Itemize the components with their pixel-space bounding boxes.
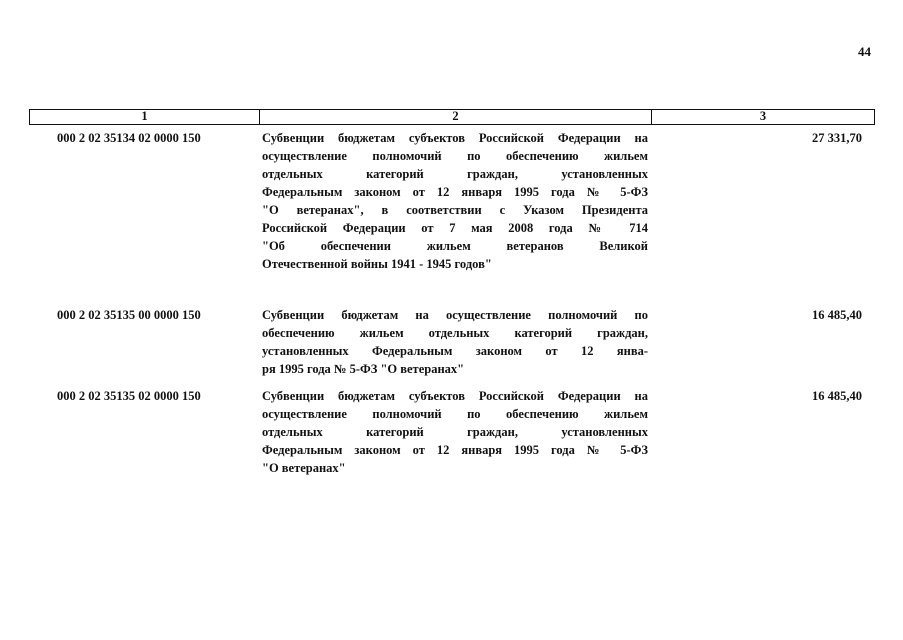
amount-value: 16 485,40 xyxy=(812,389,862,403)
description-line: "О ветеранах", в соответствии с Указом Президента xyxy=(262,203,648,217)
description-line: осуществление полномочий по обеспечению жильем xyxy=(262,149,648,163)
description-line: отдельных категорий граждан, установленных xyxy=(262,425,648,439)
description-line: Федеральным законом от 12 января 1995 года № 5-ФЗ xyxy=(262,443,648,457)
description-line: Федеральным законом от 12 января 1995 года № 5-ФЗ xyxy=(262,185,648,199)
description-line: осуществление полномочий по обеспечению жильем xyxy=(262,407,648,421)
budget-code: 000 2 02 35135 00 0000 150 xyxy=(57,308,201,322)
description-line: отдельных категорий граждан, установленных xyxy=(262,167,648,181)
description-line: "Об обеспечении жильем ветеранов Великой xyxy=(262,239,648,253)
header-cell-3: 3 xyxy=(759,109,767,123)
description-line: установленных Федеральным законом от 12 янва- xyxy=(262,344,648,358)
description-line: Субвенции бюджетам субъектов Российской Федерации на xyxy=(262,389,648,403)
description-line: ря 1995 года № 5-ФЗ "О ветеранах" xyxy=(262,362,465,376)
amount-value: 16 485,40 xyxy=(812,308,862,322)
row-description xyxy=(262,387,648,477)
description-line: обеспечению жильем отдельных категорий граждан, xyxy=(262,326,648,340)
description-line: Субвенции бюджетам субъектов Российской Федерации на xyxy=(262,131,648,145)
description-line: Субвенции бюджетам на осуществление полномочий по xyxy=(262,308,648,322)
header-cell-1: 1 xyxy=(30,110,260,124)
description-line: Отечественной войны 1941 - 1945 годов" xyxy=(262,257,492,271)
description-line: "О ветеранах" xyxy=(262,461,346,475)
amount-value: 27 331,70 xyxy=(812,131,862,145)
budget-code: 000 2 02 35134 02 0000 150 xyxy=(57,131,201,145)
page-number: 44 xyxy=(858,44,871,59)
row-description xyxy=(262,129,648,273)
budget-code: 000 2 02 35135 02 0000 150 xyxy=(57,389,201,403)
description-line: Российской Федерации от 7 мая 2008 года № 714 xyxy=(262,221,648,235)
row-description xyxy=(262,306,648,378)
table-header xyxy=(29,109,875,125)
header-cell-2: 2 xyxy=(260,110,652,124)
